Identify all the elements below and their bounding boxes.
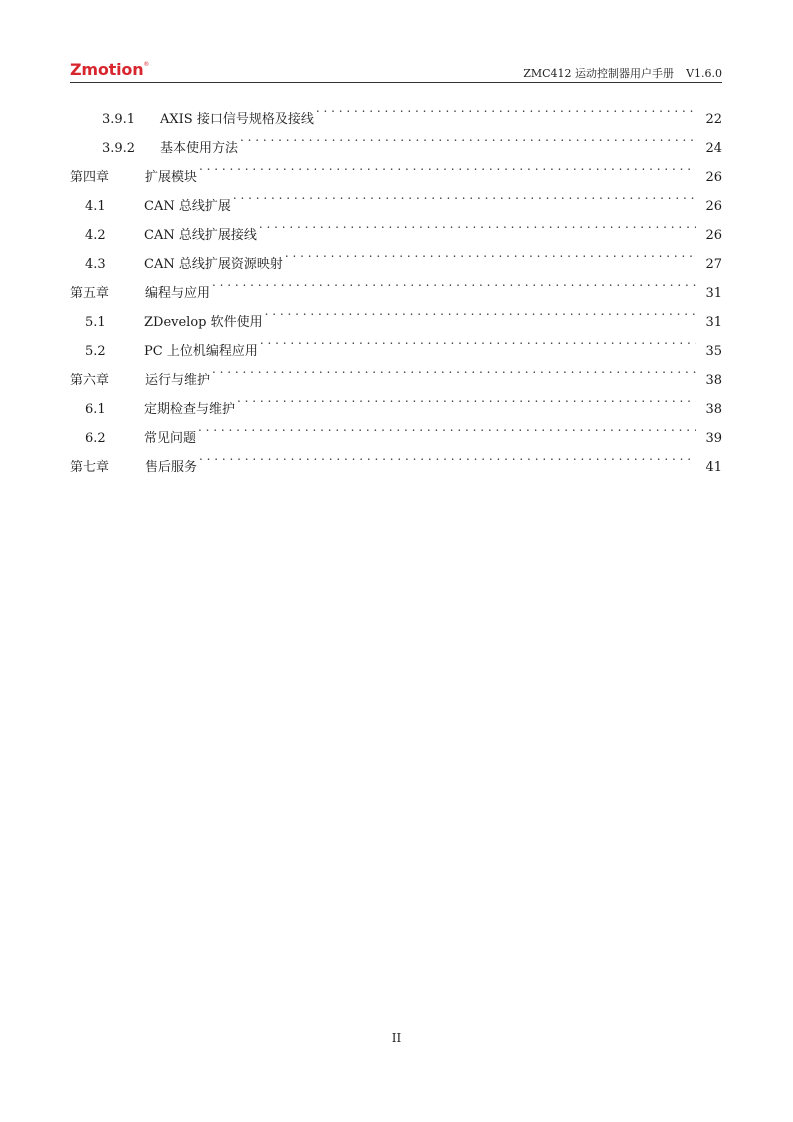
manual-name: ZMC412 运动控制器用户手册: [523, 67, 675, 80]
toc-entry-title: AXIS 接口信号规格及接线: [160, 112, 314, 127]
toc-entry-number: 6.2: [85, 431, 106, 446]
toc-entry-number: 第五章: [70, 286, 110, 301]
toc-leader-dots: [199, 442, 696, 471]
toc-entry-number: 5.1: [85, 315, 106, 330]
toc-leader-dots: [285, 239, 696, 268]
toc-entry-title: CAN 总线扩展接线: [144, 228, 257, 243]
toc-entry-page: 22: [705, 112, 722, 127]
toc-entry-page: 26: [705, 228, 722, 243]
page-header: [70, 58, 722, 83]
toc-entry-number: 5.2: [85, 344, 106, 359]
toc-entry-number: 4.2: [85, 228, 106, 243]
toc-entry-title: CAN 总线扩展: [144, 199, 231, 214]
toc-entry-title: 扩展模块: [145, 170, 198, 185]
toc-leader-dots: [233, 181, 696, 210]
toc-entry-page: 41: [705, 460, 722, 475]
toc-leader-dots: [260, 326, 696, 355]
toc-entry-title: 基本使用方法: [160, 141, 239, 156]
toc-entry-title: ZDevelop 软件使用: [144, 315, 263, 330]
toc-entry-page: 31: [705, 315, 722, 330]
toc-entry-title: 常见问题: [144, 431, 197, 446]
toc-entry-page: 38: [705, 402, 722, 417]
toc-entry-number: 3.9.2: [102, 141, 136, 156]
zmotion-logo: [70, 60, 149, 79]
document-title: [523, 65, 722, 81]
toc-entry-page: 31: [705, 286, 722, 301]
toc-entry-number: 6.1: [85, 402, 106, 417]
toc-entry-number: 4.1: [85, 199, 106, 214]
toc-entry-page: 24: [705, 141, 722, 156]
toc-entry-title: 售后服务: [145, 460, 198, 475]
toc-entry-page: 39: [705, 431, 722, 446]
registered-mark: ®: [143, 61, 150, 68]
toc-entry[interactable]: [70, 94, 722, 127]
toc-entry-number: 第六章: [70, 373, 110, 388]
toc-leader-dots: [212, 268, 696, 297]
toc-entry-number: 3.9.1: [102, 112, 136, 127]
toc-entry-title: 编程与应用: [145, 286, 211, 301]
toc-leader-dots: [316, 94, 696, 123]
toc-entry-title: CAN 总线扩展资源映射: [144, 257, 283, 272]
table-of-contents: [70, 94, 722, 475]
toc-entry-title: 定期检查与维护: [144, 402, 236, 417]
toc-leader-dots: [237, 384, 696, 413]
toc-entry-page: 26: [705, 170, 722, 185]
toc-entry-title: 运行与维护: [145, 373, 211, 388]
toc-leader-dots: [265, 297, 696, 326]
toc-leader-dots: [199, 152, 696, 181]
toc-entry-page: 26: [705, 199, 722, 214]
toc-entry-number: 4.3: [85, 257, 106, 272]
toc-entry-number: 第四章: [70, 170, 110, 185]
toc-leader-dots: [198, 413, 696, 442]
page-number: II: [391, 1031, 402, 1045]
toc-leader-dots: [240, 123, 696, 152]
toc-leader-dots: [259, 210, 696, 239]
logo-text: Zmotion: [70, 60, 144, 79]
toc-leader-dots: [212, 355, 696, 384]
toc-entry-number: 第七章: [70, 460, 110, 475]
toc-entry-title: PC 上位机编程应用: [144, 344, 258, 359]
version-label: V1.6.0: [686, 67, 722, 80]
toc-entry-page: 38: [705, 373, 722, 388]
toc-entry-page: 27: [705, 257, 722, 272]
toc-entry-page: 35: [705, 344, 722, 359]
